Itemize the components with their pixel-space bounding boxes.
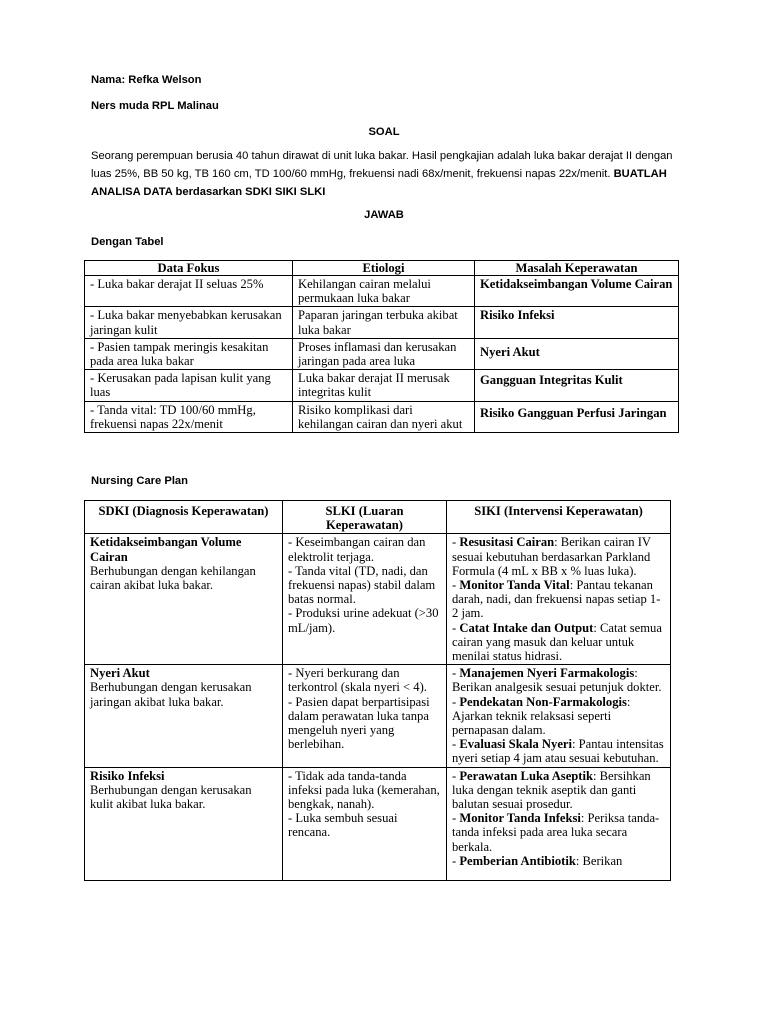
- intervensi-label: Pendekatan Non-Farmakologis: [459, 694, 627, 709]
- luaran-item: - Nyeri berkurang dan terkontrol (skala nyeri < 4).: [288, 666, 427, 695]
- intervensi-text: : Berikan: [575, 853, 623, 868]
- table-row: [85, 767, 671, 880]
- soal-text: Seorang perempuan berusia 40 tahun dirawat di unit luka bakar. Hasil pengkajian adalah luka bakar derajat II dengan luas 25%, BB 50 kg, TB 160 cm, TD 100/60 mmHg, frekuensi nadi 68x/menit, frekuensi napas 22x/menit.: [91, 150, 673, 180]
- diagnosis-desc: Berhubungan dengan kehilangan cairan akibat luka bakar.: [90, 563, 256, 593]
- diagnosis-desc: Berhubungan dengan kerusakan kulit akibat luka bakar.: [90, 782, 252, 812]
- masalah-cell: Risiko Gangguan Perfusi Jaringan: [475, 401, 679, 432]
- etiologi-cell: Risiko komplikasi dari kehilangan cairan dan nyeri akut: [293, 401, 475, 432]
- intervensi-text: : Bersihkan luka dengan teknik aseptik dan ganti balutan sesuai prosedur.: [452, 768, 651, 812]
- luaran-item: - Pasien dapat berpartisipasi dalam perawatan luka tanpa mengeluh nyeri yang berlebihan.: [288, 694, 430, 752]
- intervensi-label: Perawatan Luka Aseptik: [459, 768, 593, 783]
- table-header-row: [85, 261, 679, 276]
- intervensi-item: - Catat Intake dan Output: Catat semua cairan yang masuk dan keluar untuk menilai status hidrasi.: [452, 620, 662, 664]
- diagnosis-desc: Berhubungan dengan kerusakan jaringan akibat luka bakar.: [90, 680, 252, 709]
- sdki-cell: [85, 665, 283, 767]
- intervensi-item: - Manajemen Nyeri Farmakologis: Berikan analgesik sesuai petunjuk dokter.: [452, 666, 662, 695]
- slki-cell: [283, 767, 447, 880]
- intervensi-label: Monitor Tanda Infeksi: [459, 811, 581, 826]
- intervensi-item: - Monitor Tanda Vital: Pantau tekanan darah, nadi, dan frekuensi napas setiap 1-2 jam.: [452, 578, 661, 621]
- slki-cell: [283, 665, 447, 767]
- table-row: [85, 534, 671, 665]
- siki-cell-content: [452, 769, 665, 879]
- intervensi-text: : Periksa tanda-tanda infeksi pada area luka secara berkala.: [452, 811, 660, 854]
- table-row: [85, 338, 679, 369]
- data-fokus-cell: - Luka bakar menyebabkan kerusakan jaringan kulit: [85, 307, 293, 338]
- soal-title: SOAL: [368, 126, 400, 138]
- etiologi-cell: Kehilangan cairan melalui permukaan luka bakar: [293, 276, 475, 307]
- table-row: [85, 370, 679, 401]
- table-row: [85, 276, 679, 307]
- jawab-title: JAWAB: [364, 209, 404, 221]
- intervensi-label: Evaluasi Skala Nyeri: [459, 737, 573, 752]
- header-siki: SIKI (Intervensi Keperawatan): [447, 501, 671, 534]
- intervensi-label: Resusitasi Cairan: [459, 535, 555, 550]
- soal-instruction: BUATLAH ANALISA DATA berdasarkan SDKI SIKI SLKI: [91, 168, 667, 198]
- intervensi-item: - Pendekatan Non-Farmakologis: Ajarkan teknik relaksasi seperti pernapasan dalam.: [452, 694, 631, 738]
- masalah-cell: Risiko Infeksi: [475, 307, 679, 338]
- intervensi-text: : Catat semua cairan yang masuk dan keluar untuk menilai status hidrasi.: [452, 620, 662, 664]
- data-fokus-cell: - Pasien tampak meringis kesakitan pada area luka bakar: [85, 338, 293, 369]
- header-etiologi: Etiologi: [293, 261, 475, 276]
- diagnosis-title: Risiko Infeksi: [90, 768, 165, 783]
- luaran-item: - Produksi urine adekuat (>30 mL/jam).: [288, 606, 439, 635]
- sdki-cell: [85, 534, 283, 665]
- luaran-item: - Luka sembuh sesuai rencana.: [288, 811, 398, 840]
- table-row: [85, 307, 679, 338]
- siki-cell: [447, 767, 671, 880]
- soal-paragraph: [91, 147, 691, 201]
- sdki-cell: [85, 767, 283, 880]
- intervensi-text: : Pantau intensitas nyeri setiap 4 jam atau sesuai kebutuhan.: [452, 737, 664, 766]
- etiologi-cell: Luka bakar derajat II merusak integritas kulit: [293, 370, 475, 401]
- ncp-title: Nursing Care Plan: [91, 475, 188, 487]
- jawab-subtitle: Dengan Tabel: [91, 236, 164, 248]
- data-fokus-cell: - Luka bakar derajat II seluas 25%: [85, 276, 293, 307]
- etiologi-cell: Proses inflamasi dan kerusakan jaringan pada area luka: [293, 338, 475, 369]
- luaran-item: - Keseimbangan cairan dan elektrolit terjaga.: [288, 535, 426, 564]
- analisa-data-table: [84, 260, 679, 433]
- siki-cell: [447, 665, 671, 767]
- masalah-cell: Nyeri Akut: [475, 338, 679, 369]
- table-row: [85, 401, 679, 432]
- name-line: Nama: Refka Welson: [91, 74, 202, 86]
- intervensi-text: : Berikan analgesik sesuai petunjuk dokter.: [452, 666, 662, 695]
- intervensi-item: - Monitor Tanda Infeksi: Periksa tanda-tanda infeksi pada area luka secara berkala.: [452, 811, 660, 854]
- role-line: Ners muda RPL Malinau: [91, 100, 219, 112]
- nursing-care-plan-table: [84, 500, 671, 881]
- masalah-cell: Gangguan Integritas Kulit: [475, 370, 679, 401]
- intervensi-label: Pemberian Antibiotik: [459, 853, 576, 868]
- intervensi-item: - Pemberian Antibiotik: Berikan: [452, 853, 623, 868]
- luaran-item: - Tanda vital (TD, nadi, dan frekuensi napas) stabil dalam batas normal.: [288, 563, 436, 607]
- header-masalah: Masalah Keperawatan: [475, 261, 679, 276]
- header-sdki: SDKI (Diagnosis Keperawatan): [85, 501, 283, 534]
- header-data-fokus: Data Fokus: [85, 261, 293, 276]
- intervensi-label: Catat Intake dan Output: [459, 620, 594, 635]
- diagnosis-title: Nyeri Akut: [90, 666, 150, 681]
- data-fokus-cell: - Tanda vital: TD 100/60 mmHg, frekuensi napas 22x/menit: [85, 401, 293, 432]
- intervensi-text: : Berikan cairan IV sesuai kebutuhan berdasarkan Parkland Formula (4 mL x BB x % luas luka).: [452, 535, 651, 578]
- intervensi-item: - Evaluasi Skala Nyeri: Pantau intensitas nyeri setiap 4 jam atau sesuai kebutuhan.: [452, 737, 664, 766]
- intervensi-item: - Perawatan Luka Aseptik: Bersihkan luka dengan teknik aseptik dan ganti balutan sesuai prosedur.: [452, 768, 651, 812]
- table-row: [85, 665, 671, 767]
- intervensi-text: : Ajarkan teknik relaksasi seperti pernapasan dalam.: [452, 694, 631, 738]
- intervensi-label: Manajemen Nyeri Farmakologis: [459, 666, 635, 681]
- masalah-cell: Ketidakseimbangan Volume Cairan: [475, 276, 679, 307]
- intervensi-label: Monitor Tanda Vital: [459, 578, 570, 593]
- table-header-row: [85, 501, 671, 534]
- intervensi-text: : Pantau tekanan darah, nadi, dan frekuensi napas setiap 1-2 jam.: [452, 578, 661, 621]
- slki-cell: [283, 534, 447, 665]
- data-fokus-cell: - Kerusakan pada lapisan kulit yang luas: [85, 370, 293, 401]
- header-slki: SLKI (Luaran Keperawatan): [283, 501, 447, 534]
- siki-cell: [447, 534, 671, 665]
- intervensi-item: - Resusitasi Cairan: Berikan cairan IV sesuai kebutuhan berdasarkan Parkland Formula (4 mL x BB x % luas luka).: [452, 535, 651, 578]
- luaran-item: - Tidak ada tanda-tanda infeksi pada luka (kemerahan, bengkak, nanah).: [288, 768, 440, 812]
- etiologi-cell: Paparan jaringan terbuka akibat luka bakar: [293, 307, 475, 338]
- diagnosis-title: Ketidakseimbangan Volume Cairan: [90, 535, 242, 564]
